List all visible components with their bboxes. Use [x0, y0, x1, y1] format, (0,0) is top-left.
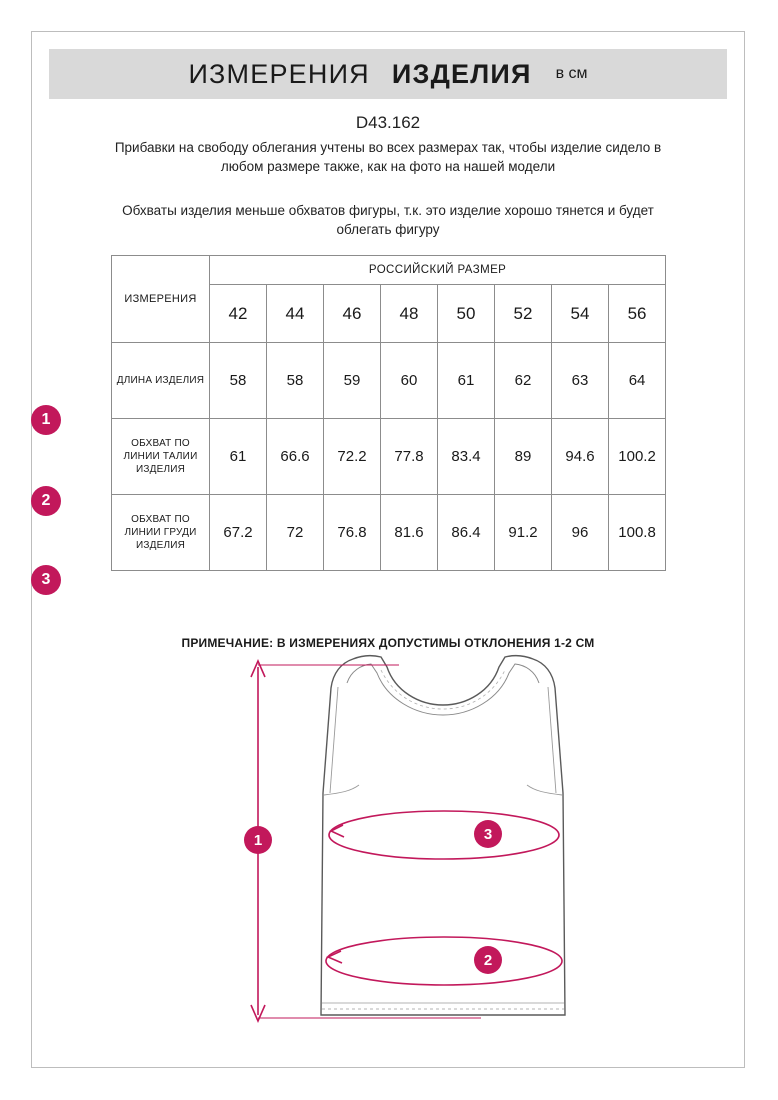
row-marker-1: 1 — [31, 405, 61, 435]
title-word-measurements: ИЗМЕРЕНИЯ — [188, 58, 370, 89]
row-marker-2: 2 — [31, 486, 61, 516]
cell-value: 76.8 — [324, 495, 381, 571]
table-footnote: ПРИМЕЧАНИЕ: В ИЗМЕРЕНИЯХ ДОПУСТИМЫ ОТКЛОНЕНИЯ 1-2 СМ — [181, 636, 595, 650]
figure-marker-chest: 3 — [474, 820, 502, 848]
cell-value: 62 — [495, 343, 552, 419]
cell-value: 61 — [210, 419, 267, 495]
cell-value: 67.2 — [210, 495, 267, 571]
size-cell: 56 — [609, 285, 666, 343]
document-content — [31, 31, 745, 1068]
table-row — [112, 495, 666, 571]
cell-value: 60 — [381, 343, 438, 419]
cell-value: 89 — [495, 419, 552, 495]
size-cell: 48 — [381, 285, 438, 343]
cell-value: 66.6 — [267, 419, 324, 495]
size-table — [111, 255, 666, 571]
figure-marker-length: 1 — [244, 826, 272, 854]
title-word-garment: ИЗДЕЛИЯ — [391, 58, 532, 89]
row-label-chest: ОБХВАТ ПО ЛИНИИ ГРУДИ ИЗДЕЛИЯ — [112, 495, 210, 571]
table-corner-label: ИЗМЕРЕНИЯ — [112, 256, 210, 343]
cell-value: 94.6 — [552, 419, 609, 495]
cell-value: 96 — [552, 495, 609, 571]
size-cell: 42 — [210, 285, 267, 343]
cell-value: 61 — [438, 343, 495, 419]
cell-value: 63 — [552, 343, 609, 419]
row-marker-3: 3 — [31, 565, 61, 595]
size-cell: 46 — [324, 285, 381, 343]
cell-value: 83.4 — [438, 419, 495, 495]
cell-value: 100.2 — [609, 419, 666, 495]
cell-value: 77.8 — [381, 419, 438, 495]
garment-illustration — [181, 643, 601, 1043]
cell-value: 81.6 — [381, 495, 438, 571]
cell-value: 72 — [267, 495, 324, 571]
size-cell: 52 — [495, 285, 552, 343]
row-label-waist: ОБХВАТ ПО ЛИНИИ ТАЛИИ ИЗДЕЛИЯ — [112, 419, 210, 495]
table-row — [112, 343, 666, 419]
cell-value: 100.8 — [609, 495, 666, 571]
size-cell: 50 — [438, 285, 495, 343]
table-size-group-header: РОССИЙСКИЙ РАЗМЕР — [210, 256, 666, 285]
cell-value: 64 — [609, 343, 666, 419]
figure-marker-waist: 2 — [474, 946, 502, 974]
title-unit: в см — [555, 65, 588, 82]
note-ease-allowance: Прибавки на свободу облегания учтены во всех размерах так, чтобы изделие сидело в любом размере также, как на фото на нашей модели — [114, 140, 662, 174]
table-row — [112, 419, 666, 495]
cell-value: 59 — [324, 343, 381, 419]
cell-value: 58 — [210, 343, 267, 419]
cell-value: 58 — [267, 343, 324, 419]
row-label-length: ДЛИНА ИЗДЕЛИЯ — [112, 343, 210, 419]
cell-value: 91.2 — [495, 495, 552, 571]
cell-value: 86.4 — [438, 495, 495, 571]
cell-value: 72.2 — [324, 419, 381, 495]
size-cell: 44 — [267, 285, 324, 343]
table-header-group-row — [112, 256, 666, 285]
article-code: D43.162 — [355, 113, 421, 132]
size-cell: 54 — [552, 285, 609, 343]
document-title-band — [49, 49, 727, 99]
note-stretch: Обхваты изделия меньше обхватов фигуры, т.к. это изделие хорошо тянется и будет облегать фигуру — [122, 203, 654, 237]
